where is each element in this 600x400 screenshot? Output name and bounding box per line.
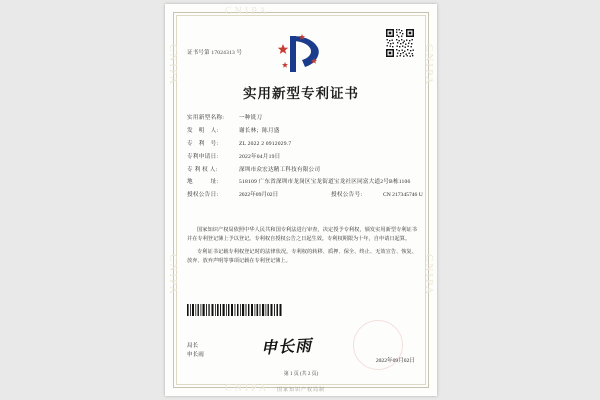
certificate-page — [165, 4, 437, 396]
watermark-bottom: CNIPA — [225, 383, 270, 394]
field-label: 专 利 号: — [187, 140, 219, 147]
field-value: 2022年04月19日 — [239, 153, 281, 160]
field-row-patent-number — [187, 140, 417, 148]
legal-paragraph-1: 国家知识产权局依照中华人民共和国专利法进行审查，决定授予专利权，颁发实用新型专利证书并在专利登记簿上予以登记。专利权自授权公告之日起生效。专利权期限为十年，自申请日起算。 — [187, 227, 417, 243]
field-value: ZL 2022 2 0912029.7 — [239, 140, 292, 147]
watermark-left-top: CNIPA — [167, 44, 179, 86]
field-label: 实用新型名称: — [187, 115, 225, 121]
field-label: 地 址: — [187, 179, 219, 186]
field-value: 深圳市众宏达精工科技有限公司 — [239, 166, 321, 173]
field-row-inventor — [187, 127, 417, 135]
field-label: 专 利 权 人: — [187, 166, 218, 173]
field-value-grant-notice: CN 217345746 U — [383, 192, 423, 199]
handwritten-signature: 申长雨 — [260, 337, 313, 358]
legal-text — [187, 226, 417, 270]
field-value: 一种铣刀 — [239, 115, 263, 121]
field-row-address — [187, 178, 417, 186]
field-label-grant-notice: 授权公告号: — [331, 192, 363, 199]
signature-title: 局长 — [187, 343, 199, 349]
watermark-right-top: CNIPA — [423, 44, 435, 86]
field-label-grant-date: 授权公告日: — [187, 192, 219, 199]
cnipa-emblem-icon — [274, 32, 328, 74]
qr-code — [385, 28, 415, 58]
issue-date: 2022年09月02日 — [375, 358, 415, 364]
signature-label — [187, 342, 204, 360]
field-row-patentee — [187, 166, 417, 174]
field-value-grant-date: 2022年09月02日 — [239, 192, 279, 199]
certificate-number: 证书号第 17024313 号 — [187, 50, 243, 56]
page-number: 第 1 页 (共 2 页) — [283, 372, 319, 377]
watermark-left-bottom: CNIPA — [167, 254, 179, 296]
page-title: 实用新型专利证书 — [243, 86, 359, 101]
watermark-right-bottom: CNIPA — [423, 254, 435, 296]
field-value: 谢长林；陈月盛 — [239, 127, 280, 134]
footer-issuer: 国家知识产权局制 — [276, 388, 325, 393]
field-row-name — [187, 114, 417, 122]
field-row-grant — [187, 191, 423, 199]
legal-paragraph-2: 专利证书记载专利权登记时的法律状况。专利权的转移、质押、保全、终止、无效宣告、恢复、放弃、放弃声明等事项记载在专利登记簿上。 — [187, 249, 417, 265]
field-value: 518109 广东省深圳市龙岗区宝龙街道宝龙社区同富大道2号B栋1106 — [239, 179, 411, 186]
field-label: 专利申请日: — [187, 153, 219, 160]
watermark-top: CNIPA — [225, 6, 270, 17]
field-label: 发 明 人: — [187, 127, 219, 134]
barcode — [187, 304, 283, 316]
signature-printed-name: 申长雨 — [187, 351, 204, 358]
field-row-application-date — [187, 153, 417, 161]
fields-list — [187, 114, 423, 204]
